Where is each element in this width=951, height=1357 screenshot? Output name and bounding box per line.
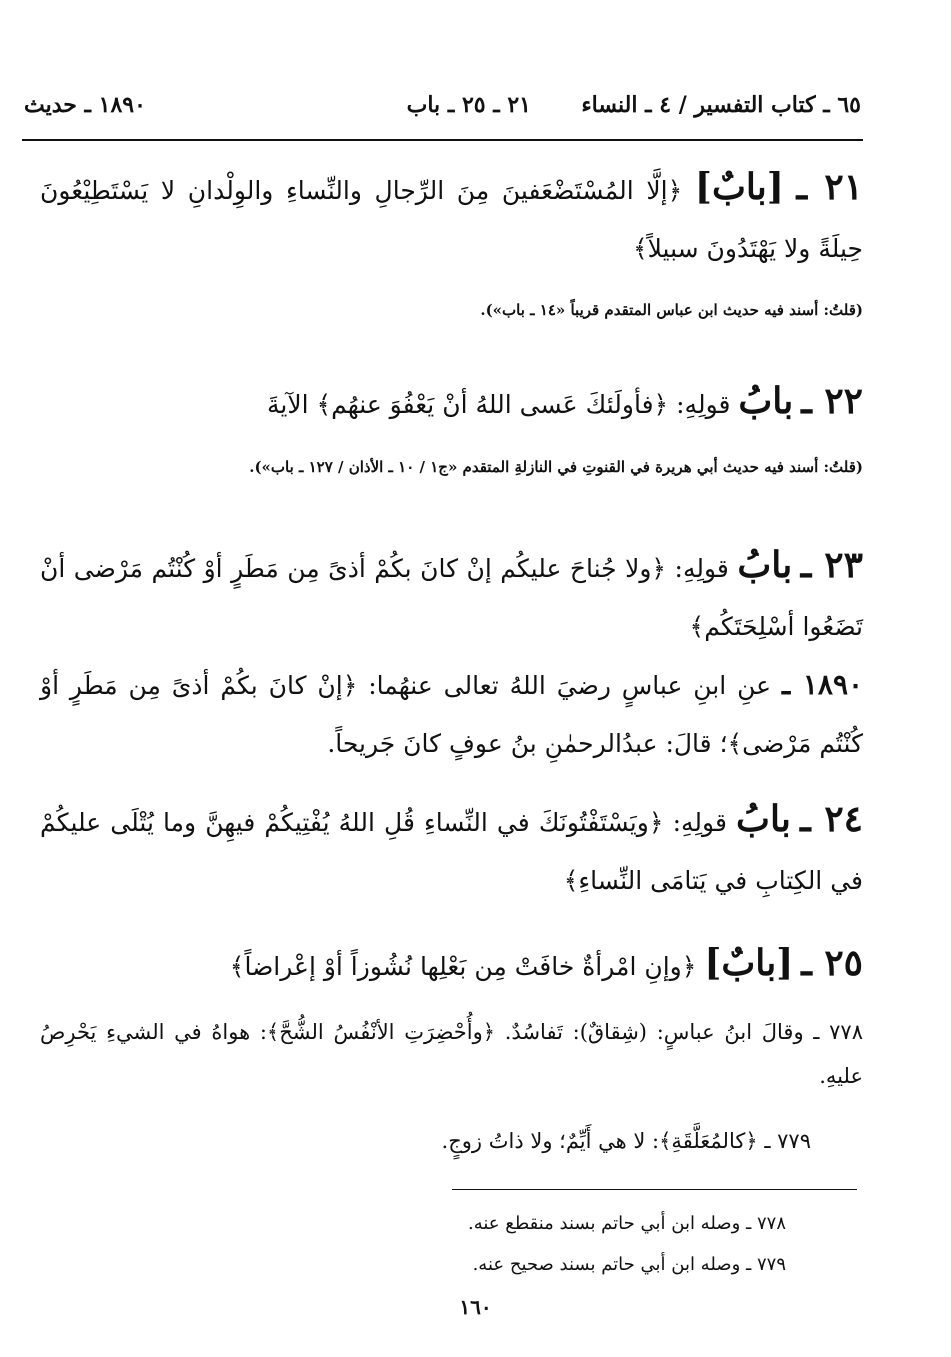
section-number: ٢٢ ـ bbox=[801, 380, 863, 422]
section-text: قولِهِ: ﴿ولا جُناحَ عليكُم إنْ كانَ بكُمْ أذىً مِن مَطَرٍ أوْ كُنْتُم مَرْضى أنْ تَضَعُوا أسْلِحَتَكُم﴾ bbox=[40, 554, 863, 641]
footnote-778: ٧٧٨ ـ وصله ابن أبي حاتم بسند منقطع عنه. bbox=[468, 1213, 786, 1234]
section-22-title bbox=[40, 372, 863, 434]
section-bab-word: [بابٌ] bbox=[694, 166, 784, 208]
section-23-title bbox=[40, 536, 863, 656]
section-number: ٢٤ ـ bbox=[800, 798, 863, 840]
section-number: ٢١ ـ bbox=[796, 166, 863, 208]
section-bab-word: بابُ bbox=[736, 798, 791, 840]
section-text: قولِهِ: ﴿فأولَئكَ عَسى اللهُ أنْ يَعْفُوَ عنهُم﴾ الآيةَ bbox=[266, 390, 731, 419]
section-text: ﴿وإنِ امْرأةٌ خافَتْ مِن بَعْلِها نُشُوزاً أوْ إعْراضاً﴾ bbox=[229, 952, 697, 981]
section-25-title bbox=[40, 934, 863, 996]
header-book-chapter: ٦٥ ـ كتاب التفسير / ٤ ـ النساء bbox=[581, 92, 861, 118]
section-number: ٢٣ ـ bbox=[800, 544, 863, 586]
section-bab-word: [بابٌ] bbox=[704, 942, 794, 984]
footnote-779: ٧٧٩ ـ وصله ابن أبي حاتم بسند صحيح عنه. bbox=[472, 1254, 786, 1275]
hadith-1890 bbox=[40, 656, 863, 773]
section-24-title bbox=[40, 790, 863, 910]
section-bab-word: بابُ bbox=[737, 544, 793, 586]
section-21-note: (قلتُ: أسند فيه حديث ابن عباس المتقدم قريباً «١٤ ـ باب»). bbox=[480, 301, 863, 319]
section-number: ٢٥ ـ bbox=[801, 942, 863, 984]
section-bab-word: بابُ bbox=[738, 380, 794, 422]
header-divider bbox=[22, 139, 863, 141]
hadith-text: عنِ ابنِ عباسٍ رضيَ اللهُ تعالى عنهُما: ﴿إنْ كانَ بكُمْ أذىً مِن مَطَرٍ أوْ كُنْتُم مَرْضى﴾؛ قالَ: عبدُالرحمٰنِ بنُ عوفٍ كانَ جَريحاً. bbox=[40, 671, 863, 758]
athar-778: ٧٧٨ ـ وقالَ ابنُ عباسٍ: (شِقاقٌ): تَفاسُدٌ. ﴿وأُحْضِرَتِ الأنْفُسُ الشُّحَّ﴾: هواهُ في الشيءِ يَحْرِصُ عليهِ. bbox=[40, 1020, 863, 1088]
hadith-number: ١٨٩٠ ـ bbox=[781, 668, 864, 701]
page-number: ١٦٠ bbox=[459, 1295, 492, 1319]
header-bab-range: ٢١ ـ ٢٥ ـ باب bbox=[406, 92, 531, 118]
footnote-divider bbox=[452, 1189, 857, 1190]
section-21-title bbox=[40, 158, 863, 278]
running-header bbox=[24, 92, 861, 132]
section-22-note: (قلتُ: أسند فيه حديث أبي هريرة في القنوتِ في النازلةِ المتقدم «ج١ / ١٠ ـ الأذان / ١٢٧ ـ باب»). bbox=[249, 458, 863, 476]
athar-779: ٧٧٩ ـ ﴿كالمُعَلَّقَةِ﴾: لا هي أَيِّمٌ؛ ولا ذاتُ زوجٍ. bbox=[441, 1129, 811, 1153]
section-text: قولِهِ: ﴿ويَسْتَفْتُونَكَ في النِّساءِ قُلِ اللهُ يُفْتِيكُمْ فيهِنَّ وما يُتْلَى عليكُمْ في الكِتابِ في يَتامَى النِّساءِ﴾ bbox=[40, 808, 863, 895]
header-hadith-number: ١٨٩٠ ـ حديث bbox=[24, 92, 146, 118]
section-text: ﴿إلَّا المُسْتَضْعَفينَ مِنَ الرِّجالِ والنِّساءِ والوِلْدانِ لا يَسْتَطِيْعُونَ حِيلَةً ولا يَهْتَدُونَ سبيلاً﴾ bbox=[40, 176, 863, 263]
